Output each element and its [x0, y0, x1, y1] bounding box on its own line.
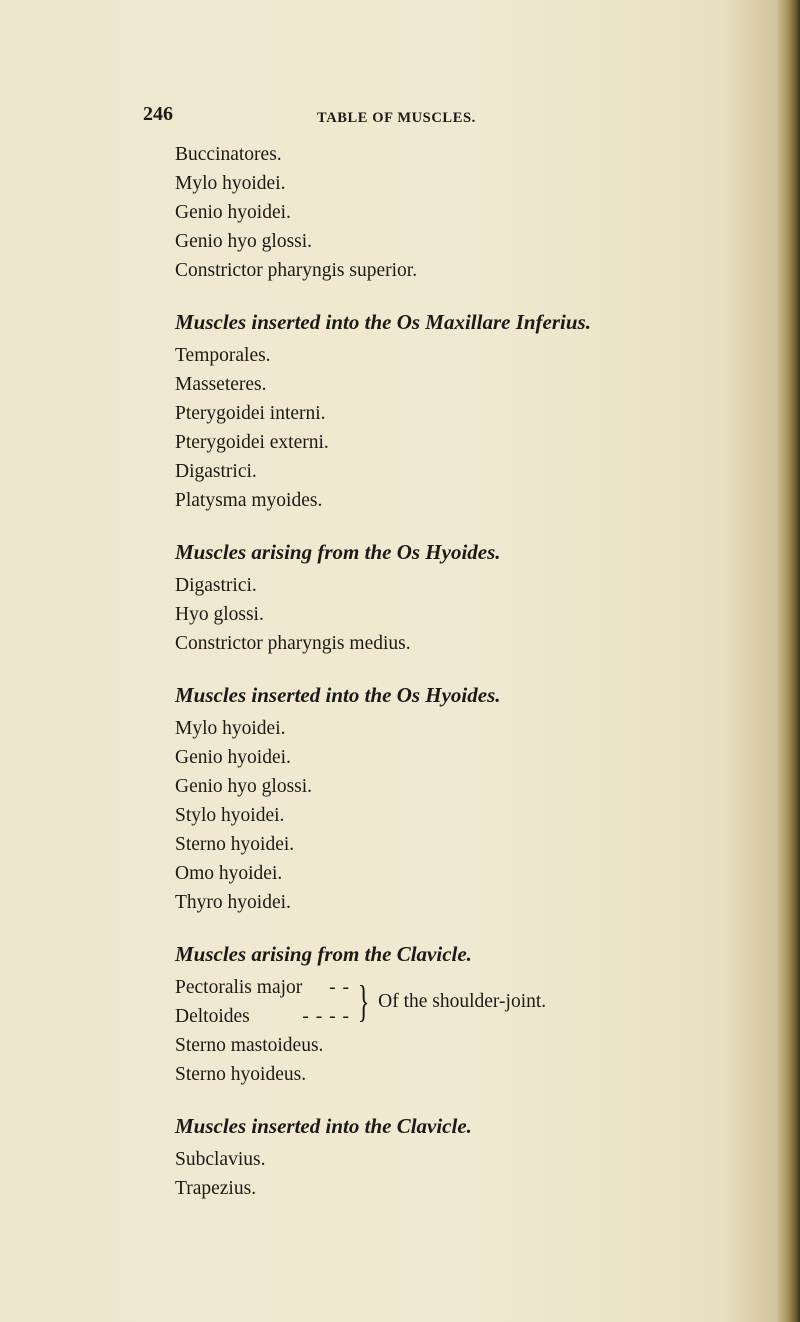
running-head: TABLE OF MUSCLES.	[317, 110, 476, 126]
list-item: Digastrici.	[175, 461, 257, 482]
list-item: Stylo hyoidei.	[175, 805, 285, 826]
section-heading: Muscles arising from the Clavicle.	[175, 942, 472, 966]
list-item: Subclavius.	[175, 1149, 266, 1170]
list-item: Sterno hyoideus.	[175, 1064, 307, 1085]
section-heading: Muscles inserted into the Os Hyoides.	[175, 683, 501, 707]
section-clavicle-arising	[175, 940, 695, 1089]
page-header	[143, 103, 583, 133]
list-item: Platysma myoides.	[175, 490, 323, 511]
list-item: Masseteres.	[175, 374, 267, 395]
list-item: Mylo hyoidei.	[175, 718, 286, 739]
bracket-label: Of the shoulder-joint.	[378, 991, 547, 1012]
list-item: Sterno mastoideus.	[175, 1035, 324, 1056]
list-item: Genio hyo glossi.	[175, 231, 313, 252]
list-item: Trapezius.	[175, 1178, 257, 1199]
list-item: Mylo hyoidei.	[175, 173, 286, 194]
section-hyoides-inserted	[175, 681, 695, 917]
leader-dashes: - -	[329, 977, 350, 998]
list-item: Constrictor pharyngis medius.	[175, 633, 411, 654]
intro-list	[175, 140, 695, 285]
list-item: Digastrici.	[175, 575, 257, 596]
item-name: Pectoralis major	[175, 977, 303, 998]
list-item: Pterygoidei interni.	[175, 403, 326, 424]
bracketed-items	[175, 973, 350, 1031]
list-item: Buccinatores.	[175, 144, 282, 165]
page-edge-shadow	[778, 0, 800, 1322]
section-heading: Muscles arising from the Os Hyoides.	[175, 540, 501, 564]
section-heading: Muscles inserted into the Clavicle.	[175, 1114, 472, 1138]
section-maxillare-inferius	[175, 308, 695, 515]
list-item: Genio hyoidei.	[175, 202, 291, 223]
list-item: Hyo glossi.	[175, 604, 264, 625]
list-item: Temporales.	[175, 345, 271, 366]
item-name: Deltoides	[175, 1006, 250, 1027]
list-item: Genio hyoidei.	[175, 747, 291, 768]
list-item: Sterno hyoidei.	[175, 834, 295, 855]
list-item: Pterygoidei externi.	[175, 432, 329, 453]
section-clavicle-inserted	[175, 1112, 695, 1203]
list-item: Constrictor pharyngis superior.	[175, 260, 418, 281]
right-brace-icon: }	[357, 977, 370, 1026]
list-item: Genio hyo glossi.	[175, 776, 313, 797]
list-item: Omo hyoidei.	[175, 863, 283, 884]
page-content	[175, 140, 695, 1203]
list-item: Thyro hyoidei.	[175, 892, 291, 913]
section-heading: Muscles inserted into the Os Maxillare Inferius.	[175, 310, 591, 334]
list-item	[175, 973, 350, 1002]
section-hyoides-arising	[175, 538, 695, 658]
leader-dashes: - - - -	[302, 1006, 350, 1027]
bracketed-group	[175, 973, 695, 1031]
page-number: 246	[143, 103, 173, 125]
list-item	[175, 1002, 350, 1031]
